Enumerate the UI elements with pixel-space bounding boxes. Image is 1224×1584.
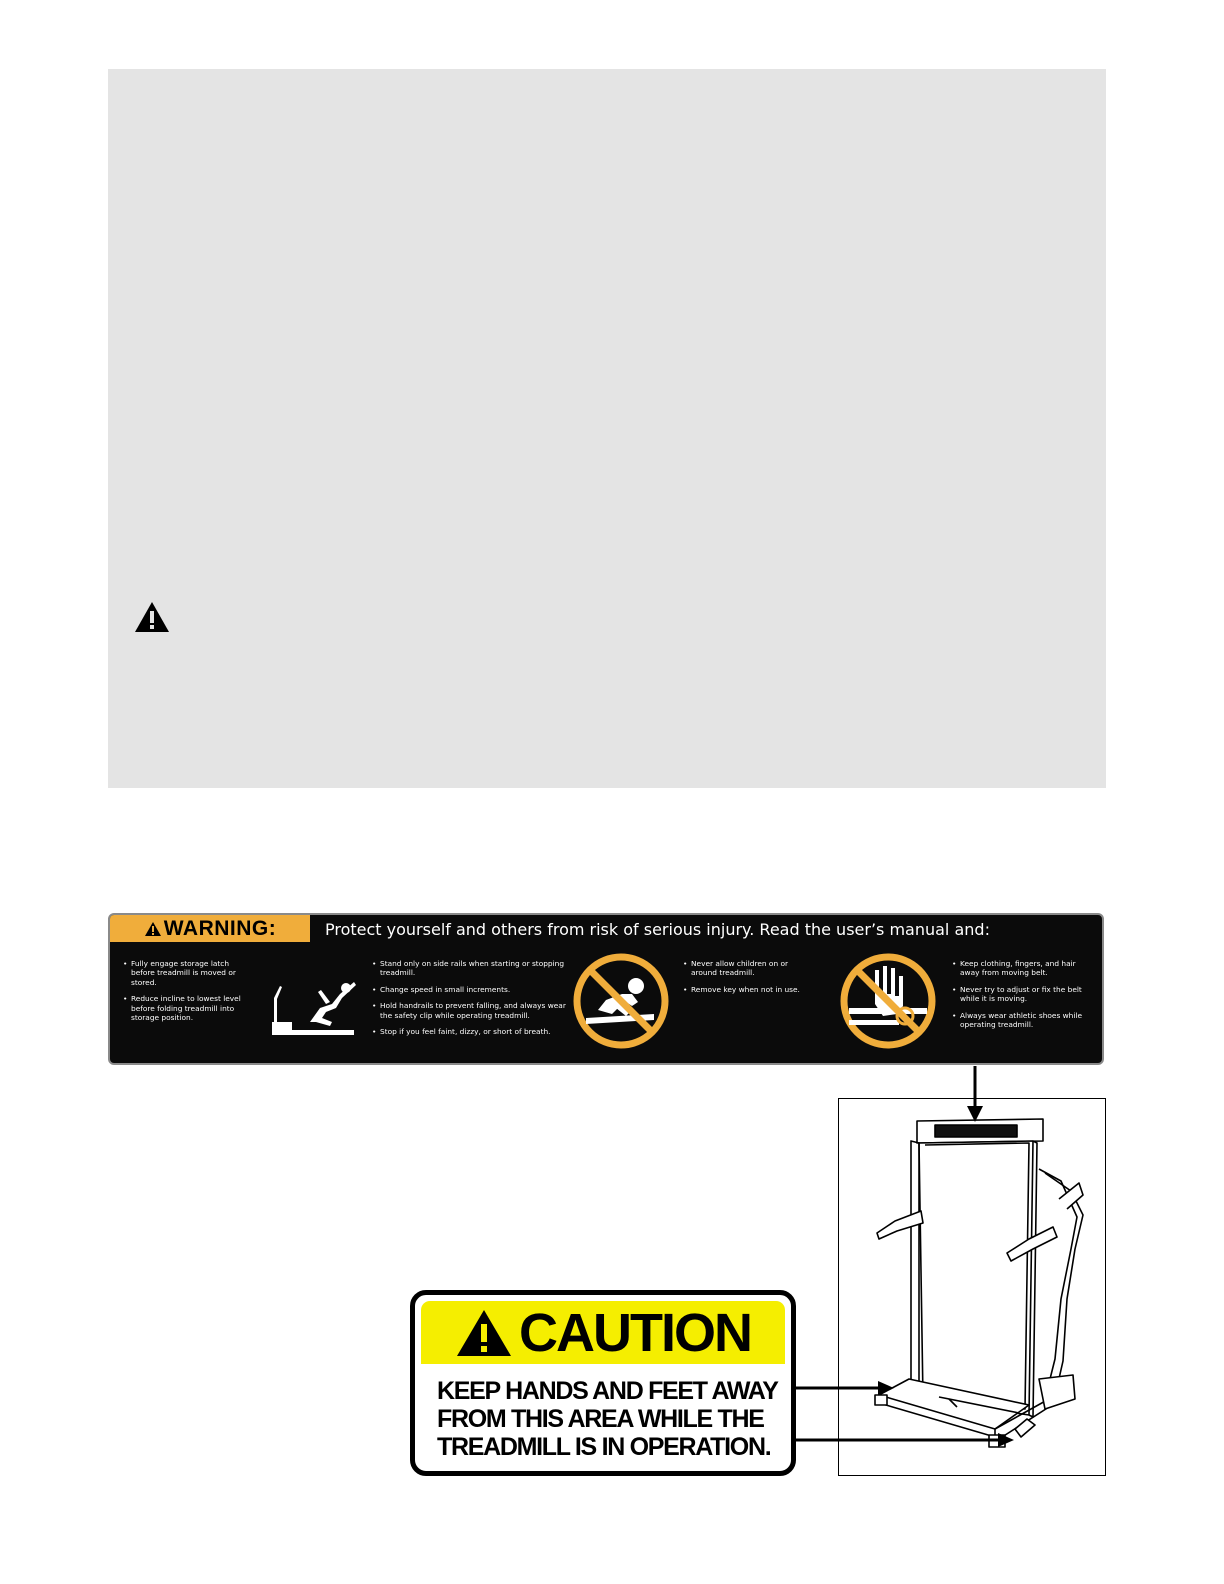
warning-column-3	[683, 959, 813, 1001]
no-children-icon	[572, 952, 670, 1050]
warning-tag	[110, 915, 310, 942]
warning-triangle-icon	[144, 921, 162, 937]
list-item: • Hold handrails to prevent falling, and always wear the safety clip while operating treadmill.	[372, 1001, 572, 1020]
caution-header	[421, 1301, 785, 1364]
warning-column-1	[123, 959, 253, 1029]
list-item: • Never try to adjust or fix the belt while it is moving.	[952, 985, 1092, 1004]
warning-decal	[108, 913, 1104, 1065]
list-item: • Change speed in small increments.	[372, 985, 572, 994]
list-item: • Remove key when not in use.	[683, 985, 813, 994]
warning-column-2	[372, 959, 572, 1043]
warning-headline: Protect yourself and others from risk of serious injury. Read the user’s manual and:	[325, 920, 990, 939]
list-item: • Stop if you feel faint, dizzy, or short of breath.	[372, 1027, 572, 1036]
caution-line: TREADMILL IS IN OPERATION.	[437, 1433, 771, 1461]
warning-triangle-icon	[455, 1308, 513, 1358]
list-item: • Reduce incline to lowest level before folding treadmill into storage position.	[123, 994, 253, 1022]
caution-body	[437, 1377, 787, 1461]
list-item: • Always wear athletic shoes while operating treadmill.	[952, 1011, 1092, 1030]
caution-label	[410, 1290, 796, 1476]
caution-line: FROM THIS AREA WHILE THE	[437, 1405, 764, 1433]
folded-treadmill-illustration	[839, 1099, 1105, 1475]
caution-line: KEEP HANDS AND FEET AWAY	[437, 1377, 778, 1405]
list-item: • Never allow children on or around treadmill.	[683, 959, 813, 978]
list-item: • Keep clothing, fingers, and hair away from moving belt.	[952, 959, 1092, 978]
person-falling-off-treadmill-icon	[270, 978, 360, 1038]
warning-column-4	[952, 959, 1092, 1036]
treadmill-illustration-frame	[838, 1098, 1106, 1476]
caution-title: CAUTION	[519, 1302, 751, 1363]
list-item: • Stand only on side rails when starting or stopping treadmill.	[372, 959, 572, 978]
no-hands-near-belt-icon	[839, 952, 937, 1050]
warning-tag-label: WARNING:	[163, 916, 277, 940]
list-item: • Fully engage storage latch before treadmill is moved or stored.	[123, 959, 253, 987]
gray-content-box	[108, 69, 1106, 788]
warning-triangle-icon	[133, 600, 171, 634]
